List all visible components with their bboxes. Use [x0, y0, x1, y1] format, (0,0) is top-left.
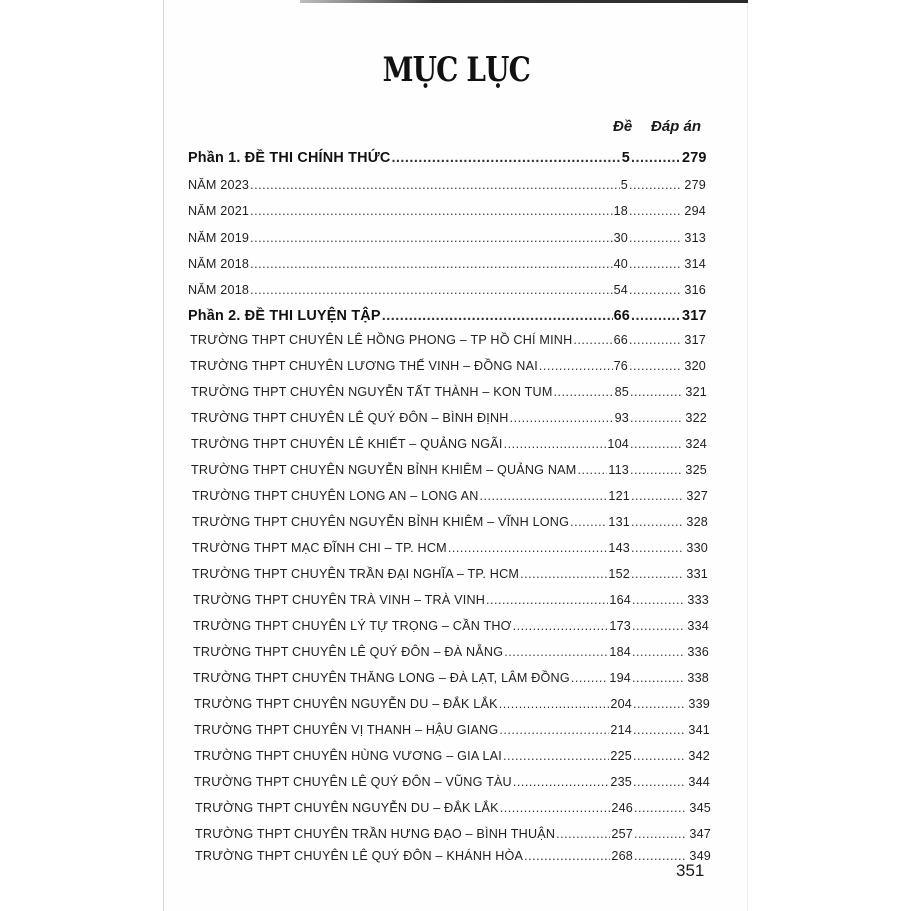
toc-entry-dap-an-page: 322 [685, 411, 707, 425]
toc-entry-title: TRƯỜNG THPT CHUYÊN NGUYỄN BỈNH KHIÊM – QUẢNG NAM [191, 463, 577, 477]
toc-entry [191, 437, 707, 451]
dot-leader [629, 257, 681, 271]
toc-entry-de-page: 93 [614, 411, 629, 425]
toc-entry [195, 827, 711, 841]
toc-entry-dap-an-page: 317 [682, 308, 707, 324]
dot-leader [524, 849, 610, 863]
dot-leader [571, 671, 609, 685]
dot-leader [629, 359, 681, 373]
dot-leader [499, 697, 610, 711]
toc-entry [193, 593, 709, 607]
toc-entry-dap-an-page: 333 [687, 593, 709, 607]
toc-entry [194, 697, 710, 711]
toc-entry-dap-an-page: 344 [688, 775, 710, 789]
toc-entry-de-page: 152 [608, 567, 630, 581]
toc-entry-de-page: 121 [608, 489, 630, 503]
page-title: MỤC LỤC [382, 50, 531, 90]
toc-entry-dap-an-page: 324 [685, 437, 707, 451]
toc-entry-de-page: 54 [613, 283, 628, 297]
dot-leader [633, 723, 685, 737]
toc-entry [193, 645, 709, 659]
toc-entry-dap-an-page: 334 [687, 619, 709, 633]
toc-entry-dap-an-page: 313 [684, 231, 706, 245]
dot-leader [480, 489, 608, 503]
dot-leader [630, 385, 682, 399]
dot-leader [630, 437, 682, 451]
dot-leader [499, 723, 609, 737]
toc-entry-title: TRƯỜNG THPT CHUYÊN TRẦN HƯNG ĐẠO – BÌNH THUẬN [195, 827, 556, 841]
toc-entry [194, 723, 710, 737]
toc-entry-dap-an-page: 336 [687, 645, 709, 659]
toc-entry-title: TRƯỜNG THPT CHUYÊN LÊ QUÝ ĐÔN – BÌNH ĐỊNH [191, 411, 509, 425]
toc-entry-de-page: 131 [608, 515, 630, 529]
toc-entry-title: NĂM 2021 [188, 204, 250, 218]
toc-entry-title: TRƯỜNG THPT CHUYÊN VỊ THANH – HẬU GIANG [194, 723, 499, 737]
dot-leader [510, 411, 614, 425]
toc-entry-title: TRƯỜNG THPT CHUYÊN NGUYỄN DU – ĐẮK LẮK [194, 697, 498, 711]
toc-entry-title: NĂM 2018 [188, 257, 250, 271]
toc-entry-de-page: 246 [611, 801, 633, 815]
dot-leader [573, 333, 612, 347]
dot-leader [629, 231, 681, 245]
toc-entry-title: NĂM 2023 [188, 178, 250, 192]
dot-leader [448, 541, 608, 555]
dot-leader [634, 827, 686, 841]
dot-leader [250, 231, 612, 245]
dot-leader [391, 150, 620, 166]
toc-entry-title: TRƯỜNG THPT MẠC ĐĨNH CHI – TP. HCM [192, 541, 447, 555]
toc-entry-title: NĂM 2019 [188, 231, 250, 245]
dot-leader [520, 567, 607, 581]
dot-leader [631, 541, 683, 555]
toc-entry-title: TRƯỜNG THPT CHUYÊN LÊ HỒNG PHONG – TP HỒ CHÍ MINH [190, 333, 573, 347]
dot-leader [513, 775, 610, 789]
toc-entry [192, 541, 708, 555]
toc-entry-de-page: 184 [609, 645, 631, 659]
toc-part-heading [188, 150, 706, 166]
dot-leader [634, 801, 686, 815]
toc-entry [193, 619, 709, 633]
dot-leader [577, 463, 607, 477]
toc-entry [192, 489, 708, 503]
toc-entry [188, 231, 706, 245]
dot-leader [500, 801, 611, 815]
page-number: 351 [676, 861, 705, 880]
toc-entry-dap-an-page: 317 [684, 333, 706, 347]
toc-entry [191, 411, 707, 425]
dot-leader [250, 283, 612, 297]
column-header-de: Đề [613, 118, 633, 135]
dot-leader [629, 283, 681, 297]
toc-entry-title: TRƯỜNG THPT CHUYÊN NGUYỄN DU – ĐẮK LẮK [195, 801, 499, 815]
toc-entry-de-page: 76 [613, 359, 628, 373]
toc-entry-title: TRƯỜNG THPT CHUYÊN LÊ QUÝ ĐÔN – KHÁNH HÒA [195, 849, 524, 864]
dot-leader [633, 697, 685, 711]
toc-entry-dap-an-page: 339 [688, 697, 710, 711]
toc-entry-dap-an-page: 347 [689, 827, 711, 841]
toc-entry-de-page: 204 [610, 697, 632, 711]
toc-entry-dap-an-page: 328 [686, 515, 708, 529]
dot-leader [250, 204, 612, 218]
dot-leader [631, 567, 683, 581]
toc-entry [188, 257, 706, 271]
toc-entry-title: TRƯỜNG THPT CHUYÊN TRÀ VINH – TRÀ VINH [193, 593, 486, 607]
toc-entry-dap-an-page: 279 [682, 150, 707, 166]
dot-leader [633, 775, 685, 789]
toc-entry [188, 204, 706, 218]
toc-entry-de-page: 164 [609, 593, 631, 607]
toc-entry-de-page: 113 [608, 463, 629, 477]
dot-leader [554, 385, 614, 399]
toc-entry-title: Phần 1. ĐỀ THI CHÍNH THỨC [188, 150, 391, 166]
toc-entry [192, 567, 708, 581]
toc-entry-de-page: 104 [607, 437, 629, 451]
toc-entry-dap-an-page: 314 [684, 257, 706, 271]
toc-entry-dap-an-page: 342 [688, 749, 710, 763]
toc-entry-de-page: 214 [610, 723, 632, 737]
toc-entry-dap-an-page: 321 [685, 385, 707, 399]
toc-entry-dap-an-page: 294 [684, 204, 706, 218]
toc-entry-dap-an-page: 316 [684, 283, 706, 297]
toc-entry [192, 515, 708, 529]
toc-entry-de-page: 30 [613, 231, 628, 245]
dot-leader [504, 645, 608, 659]
toc-entry-de-page: 18 [613, 204, 628, 218]
toc-part-heading [188, 308, 706, 324]
dot-leader [503, 749, 609, 763]
toc-entry [193, 671, 709, 685]
toc-entry-title: TRƯỜNG THPT CHUYÊN LƯƠNG THẾ VINH – ĐỒNG NAI [190, 359, 538, 373]
dot-leader [629, 204, 681, 218]
toc-entry-dap-an-page: 279 [684, 178, 706, 192]
dot-leader [486, 593, 608, 607]
toc-entry-title: TRƯỜNG THPT CHUYÊN LÝ TỰ TRỌNG – CẦN THƠ [193, 619, 512, 633]
toc-entry [195, 849, 711, 863]
dot-leader [631, 308, 681, 324]
dot-leader [629, 178, 681, 192]
toc-entry-dap-an-page: 330 [686, 541, 708, 555]
toc-entry-title: TRƯỜNG THPT CHUYÊN LONG AN – LONG AN [192, 489, 479, 503]
toc-entry-dap-an-page: 338 [687, 671, 709, 685]
dot-leader [633, 749, 685, 763]
toc-entry-de-page: 225 [610, 749, 632, 763]
dot-leader [630, 463, 682, 477]
toc-entry-title: TRƯỜNG THPT CHUYÊN NGUYỄN TẤT THÀNH – KON TUM [191, 385, 553, 399]
dot-leader [570, 515, 607, 529]
toc-entry-de-page: 66 [613, 333, 628, 347]
toc-entry-dap-an-page: 349 [689, 849, 711, 864]
toc-entry [190, 359, 706, 373]
dot-leader [513, 619, 609, 633]
toc-entry-de-page: 66 [613, 308, 630, 324]
dot-leader [631, 489, 683, 503]
toc-entry-de-page: 40 [613, 257, 628, 271]
toc-entry-de-page: 5 [620, 178, 628, 192]
dot-leader [250, 178, 620, 192]
toc-entry-dap-an-page: 341 [688, 723, 710, 737]
toc-entry [194, 775, 710, 789]
toc-entry [190, 333, 706, 347]
toc-entry-title: TRƯỜNG THPT CHUYÊN NGUYỄN BỈNH KHIÊM – VĨNH LONG [192, 515, 570, 529]
toc-entry-title: TRƯỜNG THPT CHUYÊN TRẦN ĐẠI NGHĨA – TP. HCM [192, 567, 520, 581]
toc-entry [188, 178, 706, 192]
dot-leader [632, 671, 684, 685]
toc-entry-de-page: 235 [610, 775, 632, 789]
toc-entry [188, 283, 706, 297]
dot-leader [382, 308, 613, 324]
toc-entry-dap-an-page: 325 [685, 463, 707, 477]
toc-entry-title: TRƯỜNG THPT CHUYÊN THĂNG LONG – ĐÀ LẠT, LÂM ĐỒNG [193, 671, 570, 685]
page-top-edge [300, 0, 748, 3]
toc-entry-de-page: 85 [614, 385, 629, 399]
dot-leader [632, 645, 684, 659]
toc-entry-title: Phần 2. ĐỀ THI LUYỆN TẬP [188, 308, 381, 324]
toc-entry [194, 749, 710, 763]
dot-leader [632, 619, 684, 633]
dot-leader [250, 257, 612, 271]
toc-entry-de-page: 5 [621, 150, 630, 166]
toc-entry-dap-an-page: 345 [689, 801, 711, 815]
toc-entry-title: TRƯỜNG THPT CHUYÊN HÙNG VƯƠNG – GIA LAI [194, 749, 502, 763]
dot-leader [631, 150, 681, 166]
toc-entry-dap-an-page: 327 [686, 489, 708, 503]
toc-entry [195, 801, 711, 815]
dot-leader [629, 333, 681, 347]
toc-entry-de-page: 143 [608, 541, 630, 555]
toc-entry-title: TRƯỜNG THPT CHUYÊN LÊ QUÝ ĐÔN – ĐÀ NẴNG [193, 645, 504, 659]
toc-entry-title: TRƯỜNG THPT CHUYÊN LÊ KHIẾT – QUẢNG NGÃI [191, 437, 503, 451]
dot-leader [631, 515, 683, 529]
toc-entry-de-page: 173 [609, 619, 631, 633]
toc-entry-dap-an-page: 331 [686, 567, 708, 581]
dot-leader [632, 593, 684, 607]
toc-entry [191, 463, 707, 477]
toc-entry-dap-an-page: 320 [684, 359, 706, 373]
dot-leader [556, 827, 610, 841]
toc-entry-de-page: 268 [611, 849, 633, 864]
toc-entry-de-page: 257 [611, 827, 633, 841]
dot-leader [630, 411, 682, 425]
toc-entry [191, 385, 707, 399]
column-header-dap-an: Đáp án [651, 118, 702, 135]
toc-entry-title: TRƯỜNG THPT CHUYÊN LÊ QUÝ ĐÔN – VŨNG TÀU [194, 775, 512, 789]
dot-leader [539, 359, 613, 373]
dot-leader [504, 437, 607, 451]
toc-entry-title: NĂM 2018 [188, 283, 250, 297]
toc-entry-de-page: 194 [609, 671, 631, 685]
